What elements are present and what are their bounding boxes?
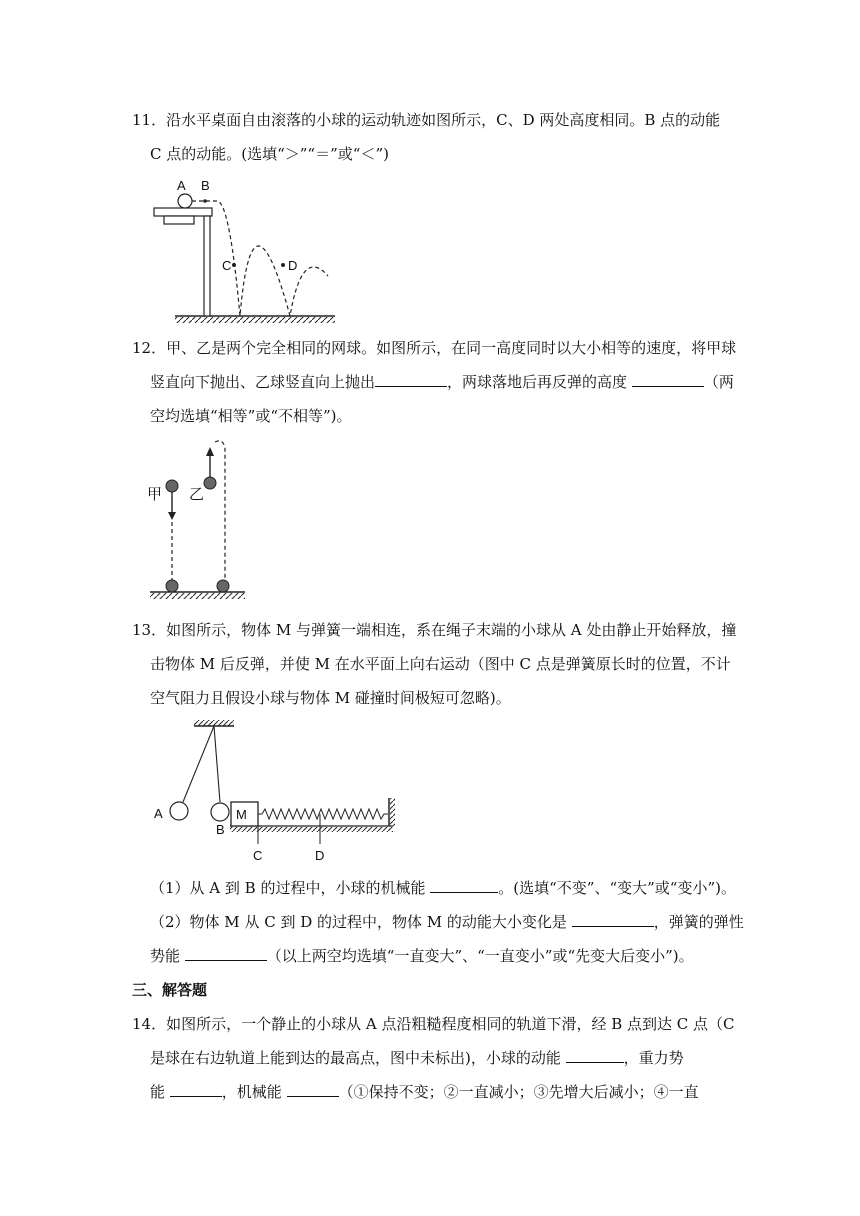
q13-label-c: C [253, 848, 263, 863]
q12-label-yi: 乙 [189, 486, 205, 503]
q13-label-a: A [154, 806, 163, 821]
q11-line1 [132, 108, 720, 132]
q13-text1: 如图所示，物体 M 与弹簧一端相连，系在绳子末端的小球从 A 处由静止开始释放，撞 [166, 621, 737, 639]
q11-figure [150, 176, 340, 326]
section-title: 三、解答题 [132, 981, 208, 999]
q14-text2b: ，重力势 [623, 1049, 684, 1067]
q11-label-d: D [288, 258, 298, 273]
q12-text2c: （两 [703, 373, 734, 391]
q14-line2 [150, 1046, 684, 1070]
q14-text3b: ，机械能 [221, 1083, 282, 1101]
q14-blank3[interactable] [287, 1080, 339, 1097]
q13-sub2-text-c: 势能 [150, 947, 181, 965]
q13-blank1[interactable] [430, 876, 498, 893]
q11-label-b: B [201, 178, 210, 193]
q12-blank1[interactable] [375, 370, 447, 387]
q11-line2: C 点的动能。(选填“＞”“＝”或“＜”) [150, 145, 389, 163]
q14-text3a: 能 [150, 1083, 166, 1101]
q14-line1 [132, 1012, 735, 1036]
q12-text1: 甲、乙是两个完全相同的网球。如图所示，在同一高度同时以大小相等的速度，将甲球 [166, 339, 737, 357]
q12-number: 12． [132, 339, 167, 357]
q13-sub2-text-b: ，弹簧的弹性 [653, 913, 744, 931]
q12-text2a: 竖直向下抛出、乙球竖直向上抛出 [150, 373, 376, 391]
q13-label-b: B [216, 822, 225, 837]
q14-number: 14． [132, 1015, 167, 1033]
q13-sub2 [150, 910, 744, 934]
q13-label-m: M [236, 807, 247, 822]
q13-line3: 空气阻力且假设小球与物体 M 碰撞时间极短可忽略)。 [150, 689, 511, 707]
q13-sub1 [150, 876, 736, 900]
q13-sub1-text-a: （1）从 A 到 B 的过程中，小球的机械能 [150, 879, 426, 897]
q13-figure [148, 716, 408, 866]
q12-blank2[interactable] [632, 370, 704, 387]
q11-label-a: A [177, 178, 186, 193]
q13-line1 [132, 618, 736, 642]
q11-label-c: C [222, 258, 232, 273]
q14-text2a: 是球在右边轨道上能到达的最高点，图中未标出)，小球的动能 [150, 1049, 561, 1067]
q12-text2b: ，两球落地后再反弹的高度 [447, 373, 628, 391]
q12-line2 [150, 370, 734, 394]
q13-line2: 击物体 M 后反弹，并使 M 在水平面上向右运动（图中 C 点是弹簧原长时的位置，不计 [150, 655, 731, 673]
q13-label-d: D [315, 848, 325, 863]
q14-blank1[interactable] [566, 1046, 624, 1063]
q12-label-jia: 甲 [147, 486, 163, 503]
q14-line3 [150, 1080, 699, 1104]
q12-line3: 空均选填“相等”或“不相等”)。 [150, 407, 352, 425]
q13-number: 13． [132, 621, 167, 639]
q14-text1: 如图所示，一个静止的小球从 A 点沿粗糙程度相同的轨道下滑，经 B 点到达 C 点（C [166, 1015, 735, 1033]
q12-figure [145, 434, 255, 606]
q13-blank2[interactable] [572, 910, 654, 927]
q14-text3c: （①保持不变；②一直减小；③先增大后减小；④一直 [338, 1083, 699, 1101]
q11-number: 11． [132, 111, 167, 129]
q13-sub1-text-b: 。(选填“不变”、“变大”或“变小”)。 [498, 879, 736, 897]
q14-blank2[interactable] [170, 1080, 222, 1097]
q13-blank3[interactable] [185, 944, 267, 961]
q13-sub2-text-a: （2）物体 M 从 C 到 D 的过程中，物体 M 的动能大小变化是 [150, 913, 567, 931]
q12-line1 [132, 336, 736, 360]
q11-text1: 沿水平桌面自由滚落的小球的运动轨迹如图所示，C、D 两处高度相同。B 点的动能 [166, 111, 721, 129]
q13-sub2-text-d: （以上两空均选填“一直变大”、“一直变小”或“先变大后变小”)。 [266, 947, 694, 965]
q13-sub2-cont [150, 944, 694, 968]
